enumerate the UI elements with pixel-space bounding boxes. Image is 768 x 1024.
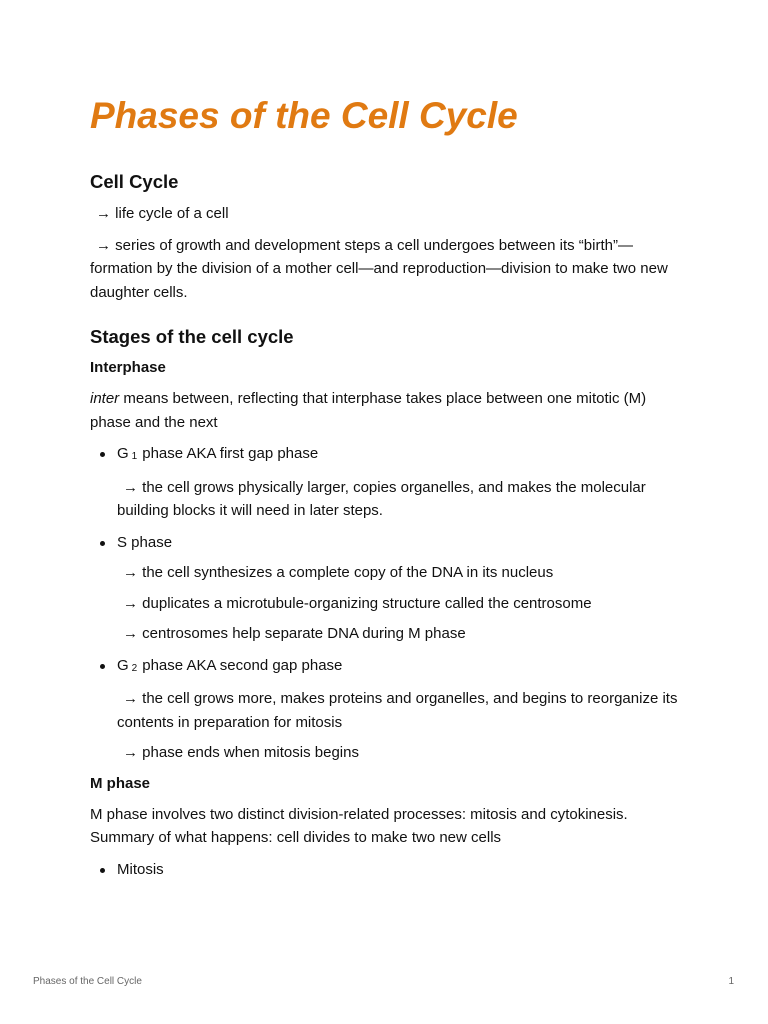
s-label: S phase (117, 533, 173, 551)
g2-detail-2: → phase ends when mitosis begins (123, 744, 359, 761)
g2-label: phase AKA second gap phase (142, 656, 343, 674)
cell-cycle-line-2: → series of growth and development steps a cell undergoes between its “birth”—formation by the division of a mother cell—and reproduction—division to make two new daughter cells. (90, 236, 668, 301)
subheading-interphase: Interphase (90, 359, 166, 376)
g2-letter: G (117, 656, 129, 674)
bullet-dot (100, 452, 105, 457)
bullet-dot (100, 868, 105, 873)
g1-letter: G (117, 445, 129, 462)
g2-detail-1: → the cell grows more, makes proteins and organelles, and begins to reorganize its contents in preparation for mitosis (117, 690, 678, 731)
list-item-g1 (90, 442, 680, 523)
g1-label: phase AKA first gap phase (142, 445, 319, 462)
interphase-intro-rest: means between, reflecting that interphase takes place between one mitotic (M) phase and the next (90, 390, 647, 431)
interphase-list (90, 442, 680, 765)
g1-detail-1: → the cell grows physically larger, copies organelles, and makes the molecular building blocks it will need in later steps. (117, 478, 646, 519)
bullet-dot (100, 664, 105, 669)
g1-subscript: 1 (131, 451, 138, 462)
document-content (90, 169, 680, 881)
s-detail-3: → centrosomes help separate DNA during M phase (123, 625, 466, 642)
list-item-g2 (90, 654, 680, 765)
m-phase-list (90, 858, 680, 882)
s-detail-2: → duplicates a microtubule-organizing structure called the centrosome (123, 594, 592, 612)
s-detail-1: → the cell synthesizes a complete copy of the DNA in its nucleus (123, 564, 554, 581)
list-item-mitosis (90, 858, 680, 882)
section-heading-stages: Stages of the cell cycle (90, 326, 294, 347)
subheading-m-phase: M phase (90, 774, 151, 792)
interphase-intro-italic: inter (90, 390, 120, 407)
bullet-dot (100, 541, 105, 546)
mitosis-label: Mitosis (117, 860, 164, 878)
section-heading-cell-cycle: Cell Cycle (90, 171, 179, 192)
g2-subscript: 2 (131, 662, 138, 674)
list-item-s (90, 531, 680, 646)
m-phase-text: M phase involves two distinct division-related processes: mitosis and cytokinesis. Summary of what happens: cell divides to make two new cells (90, 805, 628, 846)
footer-page-number: 1 (728, 976, 734, 987)
cell-cycle-line-1: → life cycle of a cell (96, 205, 229, 222)
page-title: Phases of the Cell Cycle (90, 95, 518, 136)
footer-title: Phases of the Cell Cycle (33, 976, 142, 987)
interphase-intro (90, 387, 680, 434)
